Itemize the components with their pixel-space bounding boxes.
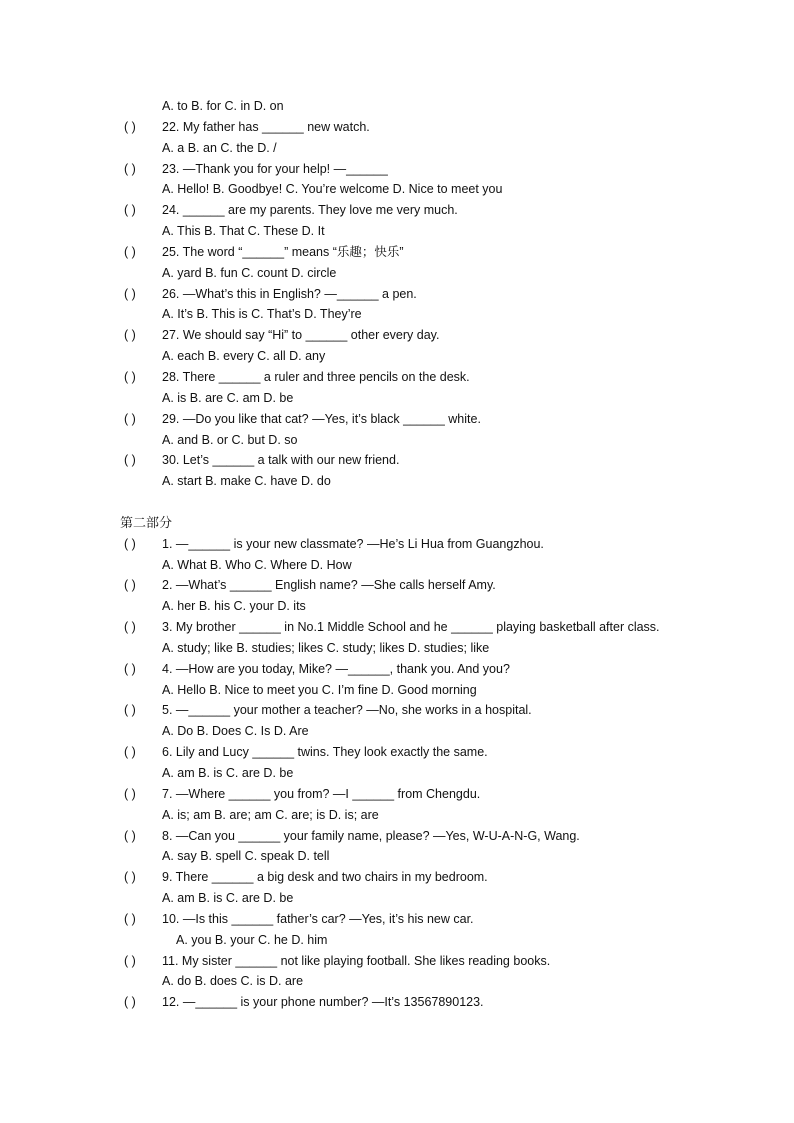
options-text: A. her B. his C. your D. its (162, 599, 306, 614)
options-line (0, 596, 794, 617)
answer-blank[interactable]: ( ) (124, 703, 136, 718)
answer-blank[interactable]: ( ) (124, 911, 136, 926)
question-text: 6. Lily and Lucy ______ twins. They look exactly the same. (162, 745, 488, 760)
question-text: 30. Let’s ______ a talk with our new friend. (162, 453, 400, 468)
question-line (0, 867, 794, 888)
question-text: 24. ______ are my parents. They love me very much. (162, 203, 458, 218)
options-line (0, 179, 794, 200)
question-text: 1. —______ is your new classmate? —He’s Li Hua from Guangzhou. (162, 536, 544, 551)
part-two-questions (0, 534, 794, 1013)
options-line (0, 430, 794, 451)
answer-blank[interactable]: ( ) (124, 161, 136, 176)
question-text: 7. —Where ______ you from? —I ______ from Chengdu. (162, 786, 481, 801)
question-line (0, 617, 794, 638)
options-text: A. and B. or C. but D. so (162, 432, 298, 447)
question-line (0, 450, 794, 471)
question-text: 29. —Do you like that cat? —Yes, it’s black ______ white. (162, 411, 481, 426)
answer-blank[interactable]: ( ) (124, 119, 136, 134)
options-line (0, 763, 794, 784)
options-text: A. Do B. Does C. Is D. Are (162, 724, 309, 739)
options-text: A. Hello B. Nice to meet you C. I’m fine D. Good morning (162, 682, 477, 697)
question-text: 10. —Is this ______ father’s car? —Yes, it’s his new car. (162, 911, 474, 926)
options-text: A. study; like B. studies; likes C. study; likes D. studies; like (162, 640, 490, 655)
options-text: A. a B. an C. the D. / (162, 140, 277, 155)
answer-blank[interactable]: ( ) (124, 745, 136, 760)
options-line (0, 680, 794, 701)
question-text: 22. My father has ______ new watch. (162, 119, 370, 134)
options-text: A. is; am B. are; am C. are; is D. is; are (162, 807, 379, 822)
answer-blank[interactable]: ( ) (124, 995, 136, 1010)
question-text: 5. —______ your mother a teacher? —No, she works in a hospital. (162, 703, 532, 718)
question-text: 11. My sister ______ not like playing football. She likes reading books. (162, 953, 551, 968)
question-text: 25. The word “______” means “乐趣；快乐” (162, 244, 404, 259)
question-line (0, 242, 794, 263)
answer-blank[interactable]: ( ) (124, 828, 136, 843)
options-text: A. This B. That C. These D. It (162, 224, 325, 239)
answer-blank[interactable]: ( ) (124, 661, 136, 676)
question-text: 3. My brother ______ in No.1 Middle School and he ______ playing basketball after class. (162, 620, 660, 635)
question-line (0, 117, 794, 138)
options-line (0, 263, 794, 284)
answer-blank[interactable]: ( ) (124, 203, 136, 218)
question-line (0, 409, 794, 430)
options-line (0, 221, 794, 242)
options-line (0, 471, 794, 492)
options-text: A. say B. spell C. speak D. tell (162, 849, 330, 864)
options-line (0, 971, 794, 992)
answer-blank[interactable]: ( ) (124, 786, 136, 801)
options-line (0, 805, 794, 826)
question-text: 27. We should say “Hi” to ______ other every day. (162, 328, 440, 343)
options-text: A. to B. for C. in D. on (162, 99, 284, 113)
options-text: A. am B. is C. are D. be (162, 766, 294, 780)
answer-blank[interactable]: ( ) (124, 620, 136, 635)
section-heading-line (0, 513, 794, 534)
question-line (0, 951, 794, 972)
question-line (0, 909, 794, 930)
options-line (0, 388, 794, 409)
question-text: 9. There ______ a big desk and two chairs in my bedroom. (162, 870, 488, 885)
answer-blank[interactable]: ( ) (124, 286, 136, 301)
options-line (0, 930, 794, 951)
options-text: A. What B. Who C. Where D. How (162, 557, 352, 572)
options-line (0, 346, 794, 367)
answer-blank[interactable]: ( ) (124, 953, 136, 968)
options-text: A. you B. your C. he D. him (176, 932, 328, 947)
question-line (0, 284, 794, 305)
options-text: A. do B. does C. is D. are (162, 974, 304, 989)
answer-blank[interactable]: ( ) (124, 453, 136, 468)
options-text: A. It’s B. This is C. That’s D. They’re (162, 307, 362, 322)
question-text: 4. —How are you today, Mike? —______, thank you. And you? (162, 661, 510, 676)
options-text: A. is B. are C. am D. be (162, 390, 294, 405)
options-line (0, 846, 794, 867)
question-line (0, 325, 794, 346)
question-line (0, 659, 794, 680)
options-text: A. yard B. fun C. count D. circle (162, 265, 337, 280)
options-line (0, 721, 794, 742)
options-text: A. am B. is C. are D. be (162, 891, 294, 906)
question-line (0, 992, 794, 1013)
answer-blank[interactable]: ( ) (124, 536, 136, 551)
answer-blank[interactable]: ( ) (124, 369, 136, 384)
question-text: 2. —What’s ______ English name? —She calls herself Amy. (162, 578, 496, 593)
options-line (0, 304, 794, 325)
options-text: A. Hello! B. Goodbye! C. You’re welcome D. Nice to meet you (162, 182, 503, 197)
options-line (0, 96, 794, 117)
question-line (0, 784, 794, 805)
options-line (0, 888, 794, 909)
section-gap (0, 492, 794, 513)
options-text: A. start B. make C. have D. do (162, 474, 331, 489)
question-text: 23. —Thank you for your help! —______ (162, 161, 388, 176)
question-line (0, 200, 794, 221)
part-one-questions (0, 96, 794, 492)
options-text: A. each B. every C. all D. any (162, 349, 326, 364)
question-line (0, 826, 794, 847)
answer-blank[interactable]: ( ) (124, 244, 136, 259)
answer-blank[interactable]: ( ) (124, 328, 136, 343)
answer-blank[interactable]: ( ) (124, 411, 136, 426)
question-text: 28. There ______ a ruler and three pencils on the desk. (162, 369, 470, 384)
question-line (0, 742, 794, 763)
question-line (0, 575, 794, 596)
options-line (0, 638, 794, 659)
options-line (0, 555, 794, 576)
exam-page (0, 96, 794, 1013)
question-text: 12. —______ is your phone number? —It’s 13567890123. (162, 995, 484, 1010)
question-line (0, 367, 794, 388)
question-text: 26. —What’s this in English? —______ a pen. (162, 286, 417, 301)
options-line (0, 138, 794, 159)
question-text: 8. —Can you ______ your family name, please? —Yes, W-U-A-N-G, Wang. (162, 828, 580, 843)
section-title: 第二部分 (120, 514, 173, 530)
answer-blank[interactable]: ( ) (124, 870, 136, 885)
answer-blank[interactable]: ( ) (124, 578, 136, 593)
question-line (0, 159, 794, 180)
question-line (0, 700, 794, 721)
question-line (0, 534, 794, 555)
